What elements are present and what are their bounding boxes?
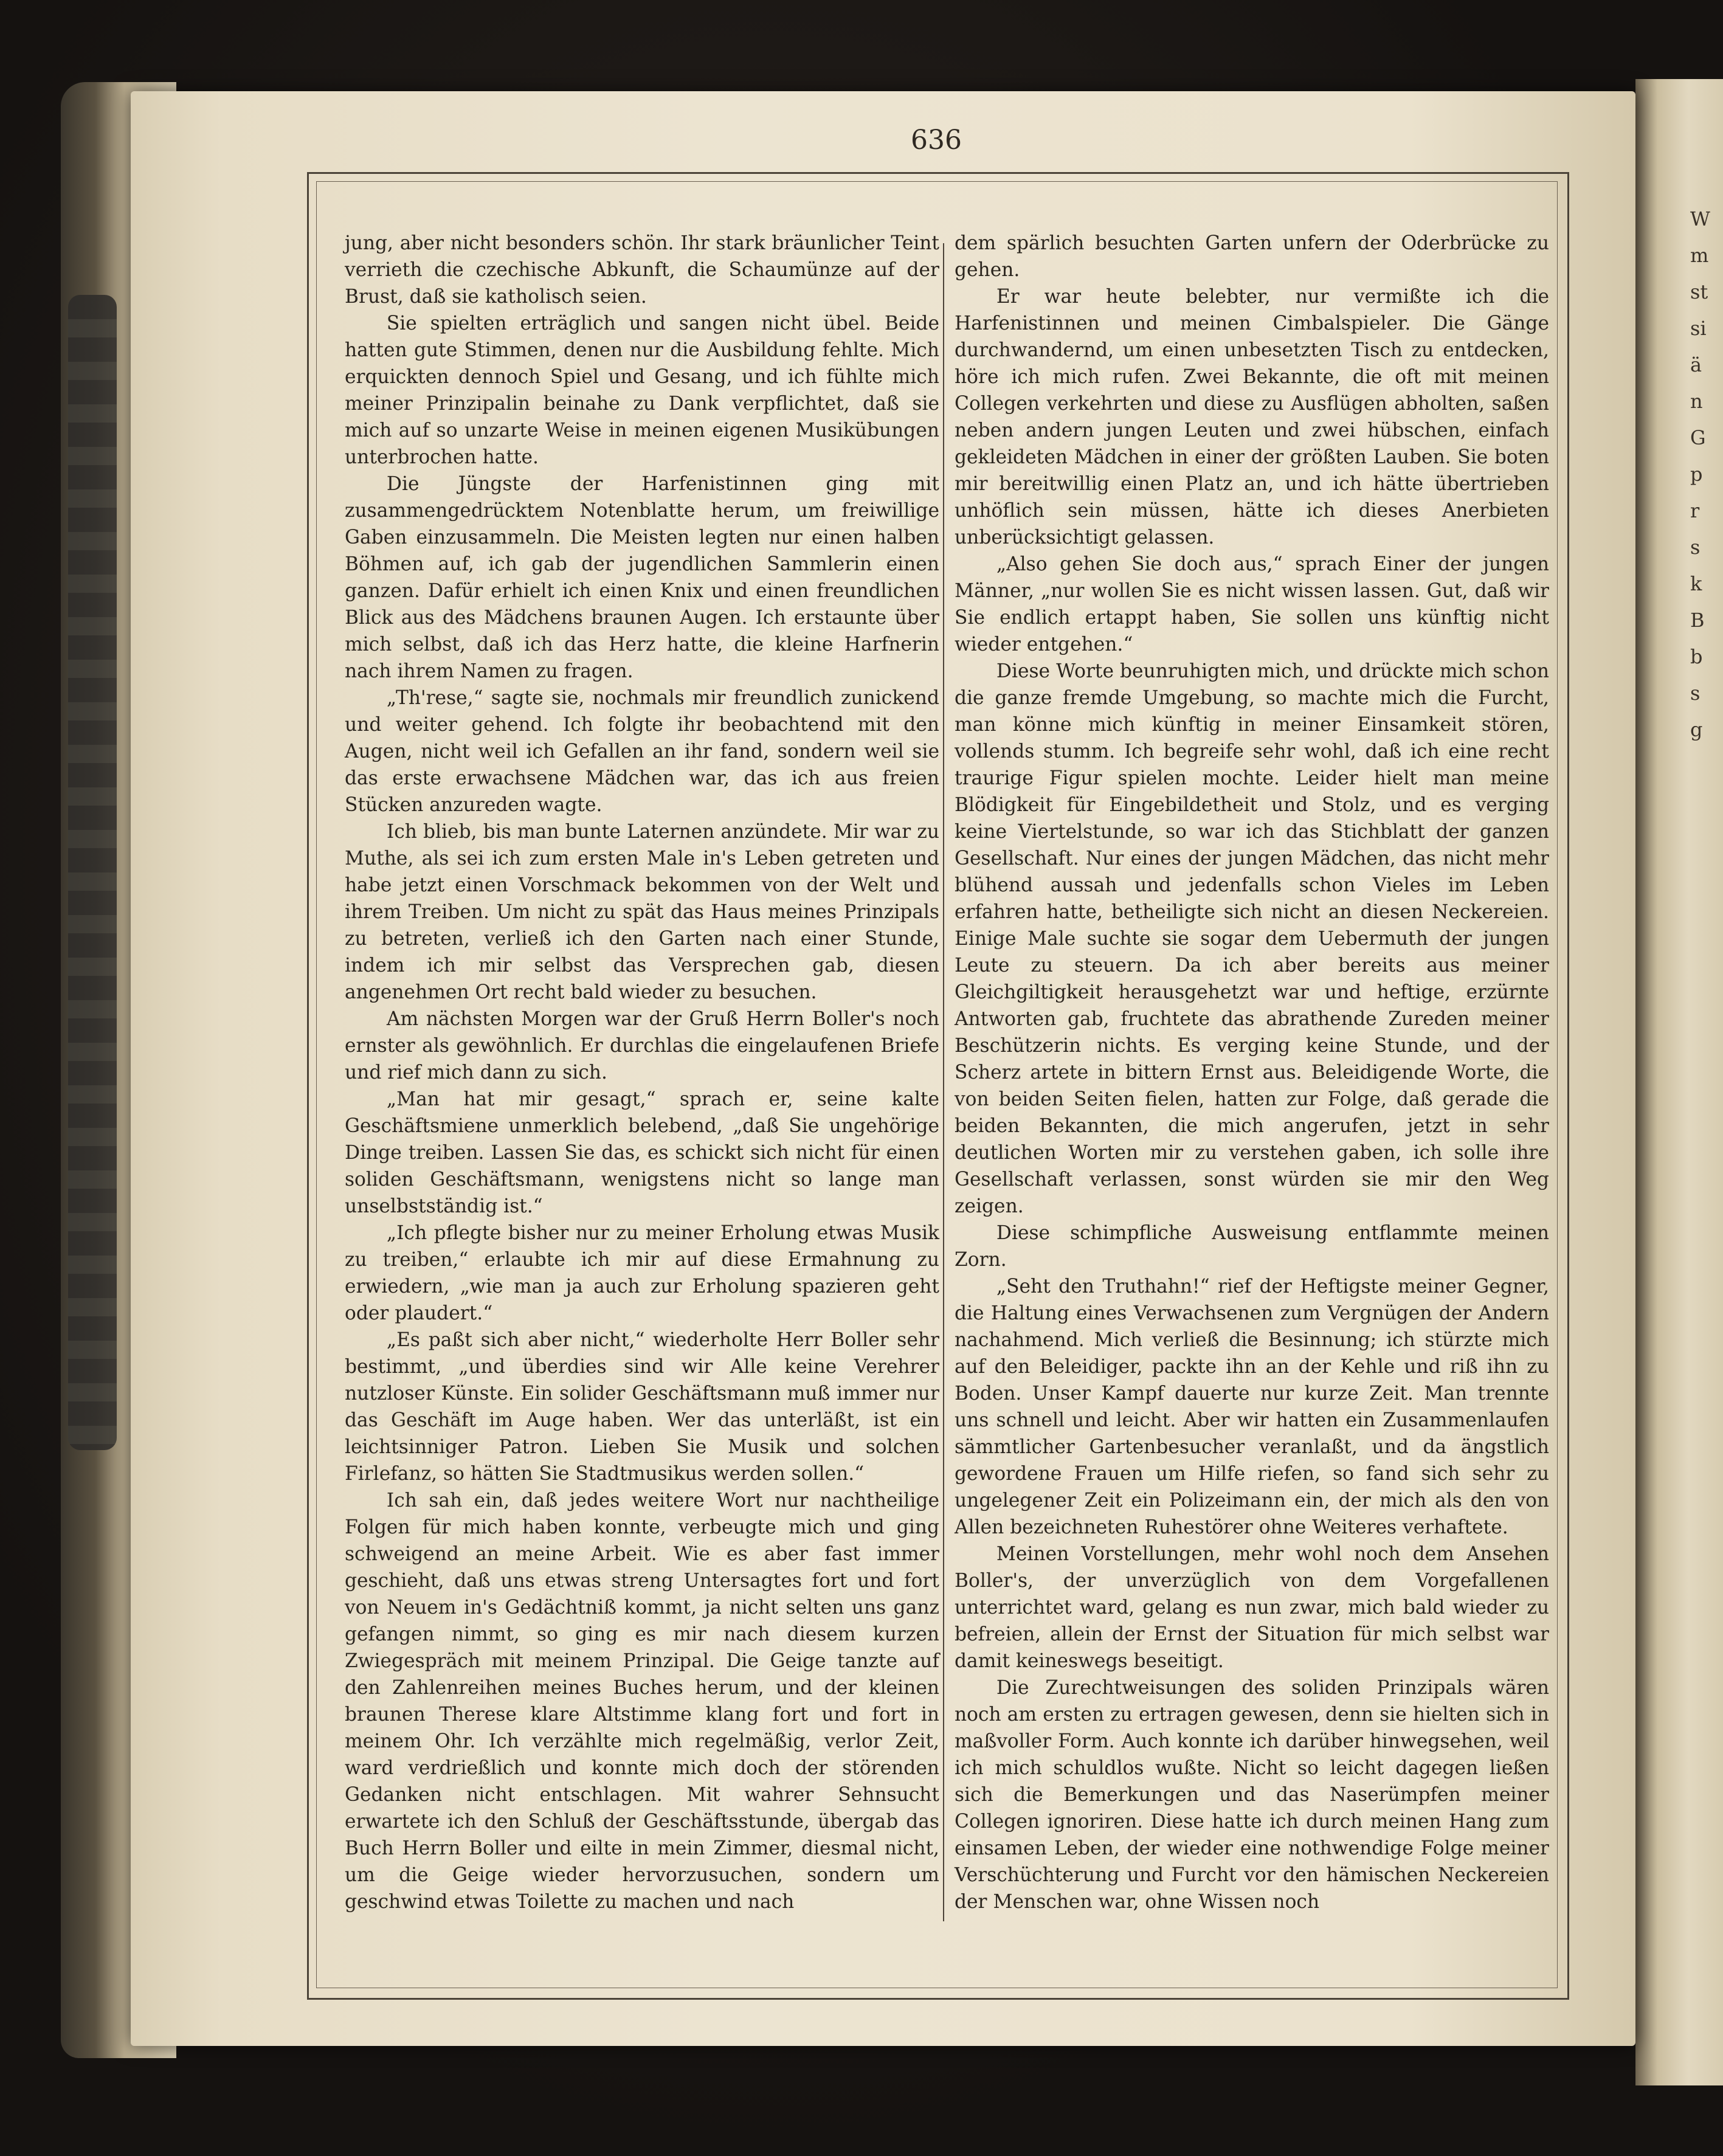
paragraph: Sie spielten erträglich und sangen nicht übel. Beide hatten gute Stimmen, denen nur die Ausbildung fehlte. Mich erquickten dennoch Spiel und Gesang, und ich fühlte mich meiner Prinzipalin beinahe zu Dank verpflichtet, daß sie mich auf so unzarte Weise in meinen eigenen Musikübungen unterbrochen hatte. <box>345 313 939 468</box>
facing-page-fragment: ä <box>1690 353 1702 376</box>
paragraph: Meinen Vorstellungen, mehr wohl noch dem Ansehen Boller's, der unverzüglich von dem Vorgefallenen unterrichtet ward, gelang es nun zwar, mich bald wieder zu befreien, allein der Ernst der Situation für mich selbst war damit keineswegs beseitigt. <box>955 1543 1549 1672</box>
paragraph: „Es paßt sich aber nicht,“ wiederholte Herr Boller sehr bestimmt, „und überdies sind wir Alle keine Verehrer nutzloser Künste. Ein solider Geschäftsmann muß immer nur das Geschäft im Auge haben. Wer das unterläßt, ist ein leichtsinniger Patron. Lieben Sie Musik und solchen Firlefanz, so hätten Sie Stadtmusikus werden sollen.“ <box>345 1329 939 1485</box>
paragraph: Diese Worte beunruhigten mich, und drückte mich schon die ganze fremde Umgebung, so machte mich die Furcht, man könne mich künftig in meiner Einsamkeit stören, vollends stumm. Ich begreife sehr wohl, daß ich eine recht traurige Figur spielen mochte. Leider hielt man meine Blödigkeit für Eingebildetheit und Stolz, und es verging keine Viertelstunde, so war ich das Stichblatt der ganzen Gesellschaft. Nur eines der jungen Mädchen, das nicht mehr blühend aussah und jedenfalls schon Vieles im Leben erfahren hatte, betheiligte sich nicht an diesen Neckereien. Einige Male suchte sie sogar dem Uebermuth der jungen Leute zu steuern. Da ich aber bereits aus meiner Gleichgiltigkeit herausgehetzt war und heftige, erzürnte Antworten gab, fruchtete das abrathende Zureden meiner Beschützerin nichts. Es verging keine Stunde, und der Scherz artete in bittern Ernst aus. Beleidigende Worte, die von beiden Seiten fielen, hatten zur Folge, daß gerade die beiden Bekannten, die mich angerufen, jetzt in sehr deutlichen Worten mir zu verstehen gaben, ich solle ihre Gesellschaft verlassen, sonst würden sie mir den Weg zeigen. <box>955 660 1549 1217</box>
paragraph: dem spärlich besuchten Garten unfern der Oderbrücke zu gehen. <box>955 232 1549 281</box>
column-rule <box>943 243 944 1921</box>
paragraph: Er war heute belebter, nur vermißte ich die Harfenistinnen und meinen Cimbalspieler. Die Gänge durchwandernd, um einen unbesetzten Tisch zu entdecken, höre ich mich rufen. Zwei Bekannte, die oft mit meinen Collegen verkehrten und diese zu Ausflügen abholten, saßen neben andern jungen Leuten und zwei hübschen, einfach gekleideten Mädchen in einer der größten Lauben. Sie boten mir bereitwillig einen Platz an, und ich hätte übertrieben unhöflich sein müssen, hätte ich dieses Anerbieten unberücksichtigt gelassen. <box>955 286 1549 548</box>
paragraph: Die Jüngste der Harfenistinnen ging mit zusammengedrücktem Notenblatte herum, um freiwillige Gaben einzusammeln. Die Meisten legten nur einen halben Böhmen auf, ich gab der jugendlichen Sammlerin einen ganzen. Dafür erhielt ich einen Knix und einen freundlichen Blick aus des Mädchens braunen Augen. Ich erstaunte über mich selbst, daß ich das Herz hatte, die kleine Harfnerin nach ihrem Namen zu fragen. <box>345 473 939 682</box>
facing-page-fragment: G <box>1690 426 1706 449</box>
paragraph: „Also gehen Sie doch aus,“ sprach Einer der jungen Männer, „nur wollen Sie es nicht wissen lassen. Gut, daß wir Sie endlich ertappt haben, Sie sollen uns künftig nicht wieder entgehen.“ <box>955 553 1549 655</box>
facing-page-fragment: r <box>1690 499 1700 522</box>
paragraph: Ich blieb, bis man bunte Laternen anzündete. Mir war zu Muthe, als sei ich zum ersten Male in's Leben getreten und habe jetzt einen Vorschmack bekommen von der Welt und ihrem Treiben. Um nicht zu spät das Haus meines Prinzipals zu betreten, verließ ich den Garten nach einer Stunde, indem ich mir selbst das Versprechen gab, diesen angenehmen Ort recht bald wieder zu besuchen. <box>345 821 939 1003</box>
paragraph: „Th'rese,“ sagte sie, nochmals mir freundlich zunickend und weiter gehend. Ich folgte ihr beobachtend mit den Augen, nicht weil ich Gefallen an ihr fand, sondern weil sie das erste erwachsene Mädchen war, das ich aus freien Stücken anzureden wagte. <box>345 687 939 816</box>
facing-page-fragment: m <box>1690 244 1709 267</box>
paragraph: jung, aber nicht besonders schön. Ihr stark bräunlicher Teint verrieth die czechische Abkunft, die Schaumünze auf der Brust, daß sie katholisch seien. <box>345 232 939 308</box>
facing-page-fragment: b <box>1690 645 1703 668</box>
paragraph: „Man hat mir gesagt,“ sprach er, seine kalte Geschäftsmiene unmerklich belebend, „daß Sie ungehörige Dinge treiben. Lassen Sie das, es schickt sich nicht für einen soliden Geschäftsmann, wenigstens nicht so lange man unselbstständig ist.“ <box>345 1088 939 1217</box>
spine-wear <box>68 295 117 1450</box>
facing-page-fragment: k <box>1690 572 1702 595</box>
facing-page-fragment: s <box>1690 536 1701 559</box>
paragraph: „Ich pflegte bisher nur zu meiner Erholung etwas Musik zu treiben,“ erlaubte ich mir auf diese Ermahnung zu erwiedern, „wie man ja auch zur Erholung spazieren geht oder plaudert.“ <box>345 1222 939 1324</box>
paragraph: Diese schimpfliche Ausweisung entflammte meinen Zorn. <box>955 1222 1549 1271</box>
facing-page-fragments <box>1690 201 1723 748</box>
facing-page-fragment: st <box>1690 280 1708 303</box>
paragraph: „Seht den Truthahn!“ rief der Heftigste meiner Gegner, die Haltung eines Verwachsenen zum Vergnügen der Andern nachahmend. Mich verließ die Besinnung; ich stürzte mich auf den Beleidiger, packte ihn an der Kehle und riß ihn zu Boden. Unser Kampf dauerte nur kurze Zeit. Man trennte uns schnell und leicht. Aber wir hatten ein Zusammenlaufen sämmtlicher Gartenbesucher veranlaßt, und da ängstlich gewordene Frauen um Hilfe riefen, so fand sich sehr zu ungelegener Zeit ein Polizeimann ein, der mich als den von Allen bezeichneten Ruhestörer ohne Weiteres verhaftete. <box>955 1276 1549 1538</box>
facing-page-fragment: g <box>1690 718 1703 741</box>
paragraph: Die Zurechtweisungen des soliden Prinzipals wären noch am ersten zu ertragen gewesen, denn sie hielten sich in maßvoller Form. Auch konnte ich darüber hinwegsehen, weil ich mich schuldlos wußte. Nicht so leicht dagegen ließen sich die Bemerkungen und das Naserümpfen meiner Collegen ignoriren. Diese hatte ich durch meinen Hang zum einsamen Leben, der wieder eine nothwendige Folge meiner Verschüchterung und Furcht vor den hämischen Neckereien der Menschen war, ohne Wissen noch <box>955 1677 1549 1913</box>
facing-page-fragment: W <box>1690 207 1710 230</box>
page-number: 636 <box>911 125 962 156</box>
facing-page-fragment: si <box>1690 317 1707 340</box>
paragraph: Am nächsten Morgen war der Gruß Herrn Boller's noch ernster als gewöhnlich. Er durchlas die eingelaufenen Briefe und rief mich dann zu sich. <box>345 1008 939 1083</box>
facing-page-fragment: p <box>1690 463 1703 486</box>
facing-page-fragment: s <box>1690 682 1701 705</box>
right-column <box>955 230 1549 1915</box>
facing-page-fragment: B <box>1690 609 1705 632</box>
facing-page-fragment: n <box>1690 390 1703 413</box>
left-column <box>345 230 939 1915</box>
paragraph: Ich sah ein, daß jedes weitere Wort nur nachtheilige Folgen für mich haben konnte, verbeugte mich und ging schweigend an meine Arbeit. Wie es aber fast immer geschieht, daß uns etwas streng Untersagtes fort und fort von Neuem in's Gedächtniß kommt, ja nicht selten uns ganz gefangen nimmt, so ging es mir nach diesem kurzen Zwiegespräch mit meinem Prinzipal. Die Geige tanzte auf den Zahlenreihen meines Buches herum, und der kleinen braunen Therese klare Altstimme klang fort und fort in meinem Ohr. Ich verzählte mich regelmäßig, verlor Zeit, ward verdrießlich und konnte mich doch der störenden Gedanken nicht entschlagen. Mit wahrer Sehnsucht erwartete ich den Schluß der Geschäftsstunde, übergab das Buch Herrn Boller und eilte in mein Zimmer, diesmal nicht, um die Geige wieder hervorzusuchen, sondern um geschwind etwas Toilette zu machen und nach <box>345 1490 939 1913</box>
